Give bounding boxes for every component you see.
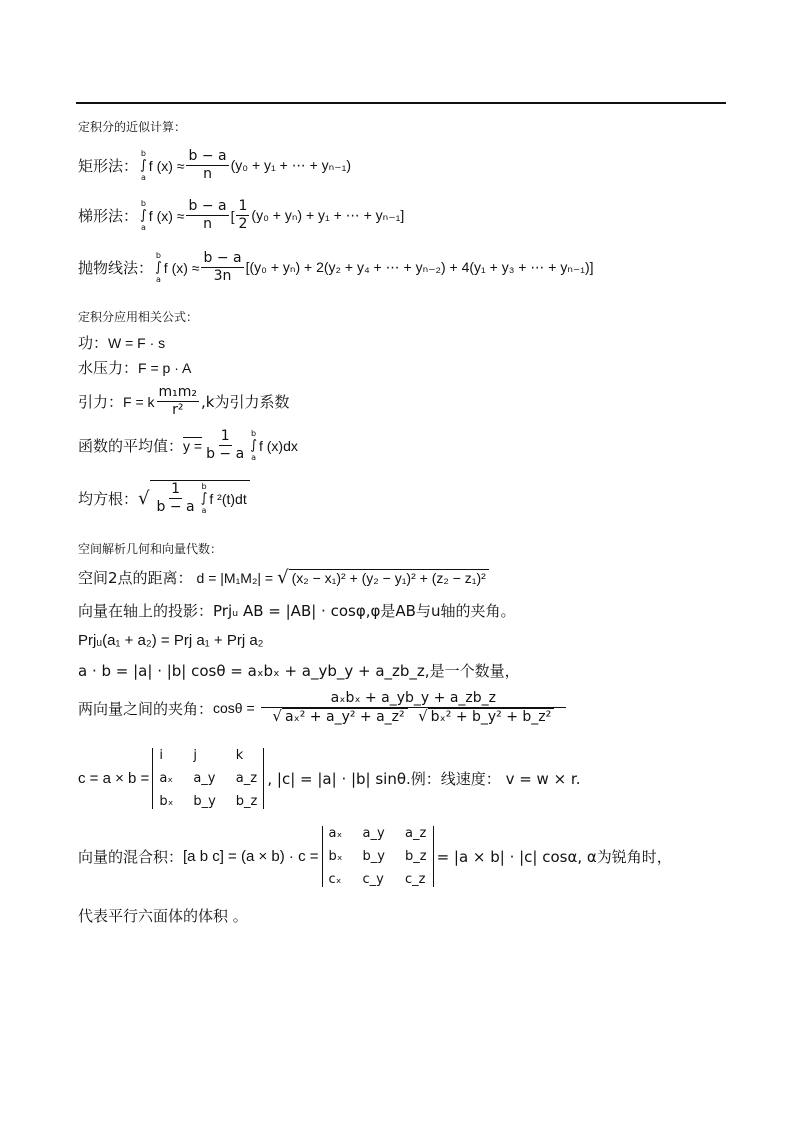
section-heading-vectors: 空间解析几何和向量代数： (78, 542, 223, 556)
formula-label: 抛物线法： (78, 259, 154, 277)
formula-trapezoid-method: 梯形法： b ∫ a f (x) ≈ $\frac{b - a}{n}$ [ $\frac{1}{2}$ (y₀ + yₙ) + y₁ + ⋯ + yₙ₋₁] (78, 198, 405, 232)
fraction: $\frac{\text{aₓbₓ + a\_yb\_y + a\_zb\_z}}{\text{√ aₓ² + a\_y² + a\_z² √ bₓ² + b\_y² + b\_z²}}$ (261, 690, 566, 726)
formula-mixed-product: 向量的混合积： [a b c] = (a × b) · c = aₓ a_y a_z bₓ b_y b_z cₓ c_y c_z = |a × b| · |c| cosα, α为锐角时， (78, 826, 672, 887)
integral-sign: b ∫ a (140, 148, 147, 182)
fraction: $\frac{b - a}{n}$ (188, 148, 227, 182)
formula-projection-sum: Prjᵤ(a₁ + a₂) = Prj a₁ + Prj a₂ (78, 632, 264, 649)
formula-label: 梯形法： (78, 207, 139, 225)
integral-sign: b ∫ a (200, 481, 208, 515)
square-root: (x₂ − x₁)² + (y₂ − y₁)² + (z₂ − z₁)² (289, 569, 489, 586)
formula-vector-angle: 两向量之间的夹角： cosθ = $\frac{\text{aₓbₓ + a\_yb\_y + a\_zb\_z}}{\text{√ aₓ² + a\_y² + a\_z² √ bₓ² + b\_y² + b\_z²}}$ (78, 690, 568, 726)
formula-mean-value: 函数的平均值： y = $\frac{1}{b - a}$ b ∫ a f (x)dx (78, 428, 298, 462)
fraction: $\frac{b - a}{3n}$ (203, 250, 242, 284)
denominator-roots: √ aₓ² + a_y² + a_z² √ bₓ² + b_y² + b_z² (270, 708, 556, 726)
integral-sign: b ∫ a (140, 198, 147, 232)
fraction: $\frac{1}{b - a}$ (206, 428, 245, 462)
formula-simpson-method: 抛物线法： b ∫ a f (x) ≈ $\frac{b - a}{3n}$ [(y₀ + yₙ) + 2(y₂ + y₄ + ⋯ + yₙ₋₂) + 4(y₁ + y₃ + ⋯ + yₙ₋₁)] (78, 250, 594, 284)
determinant-cross: i j k aₓ a_y a_z bₓ b_y b_z (152, 748, 264, 809)
integral-sign: b ∫ a (155, 250, 162, 284)
fraction: $\frac{1}{b - a}$ (156, 481, 195, 515)
formula-rms: 均方根： √ $\frac{1}{b - a}$ b ∫ a f ²(t)dt (78, 480, 250, 516)
formula-water-pressure: 水压力： F = p · A (78, 359, 192, 377)
section-heading-approximation: 定积分的近似计算： (78, 120, 187, 134)
fraction-half: $\frac{1}{2}$ (238, 198, 248, 232)
formula-projection: 向量在轴上的投影： Prjᵤ AB = |AB| · cosφ,φ是AB与u轴的夹角。 (78, 602, 516, 620)
integral-sign: b ∫ a (250, 428, 257, 462)
fraction: $\frac{\text{m₁m₂}}{\text{r²}}$ (158, 384, 198, 418)
formula-label: 矩形法： (78, 157, 139, 175)
formula-cross-product: c = a × b = i j k aₓ a_y a_z bₓ b_y b_z , |c| = |a| · |b| sinθ.例：线速度： v = w × r. (78, 748, 581, 809)
determinant-mixed: aₓ a_y a_z bₓ b_y b_z cₓ c_y c_z (322, 826, 434, 887)
formula-gravitation: 引力： F = k $\frac{\text{m₁m₂}}{\text{r²}}$ ,k为引力系数 (78, 384, 290, 418)
mixed-product-note: 代表平行六面体的体积 。 (78, 907, 248, 925)
formula-work: 功： W = F · s (78, 334, 166, 352)
formula-dot-product: a · b = |a| · |b| cosθ = aₓbₓ + a_yb_y + a_zb_z,是一个数量， (78, 662, 520, 680)
section-heading-applications: 定积分应用相关公式： (78, 310, 199, 324)
formula-rectangle-method: 矩形法： b ∫ a f (x) ≈ $\frac{b - a}{n}$ (y₀ + y₁ + ⋯ + yₙ₋₁) (78, 148, 352, 182)
square-root: $\frac{1}{b - a}$ b ∫ a f ²(t)dt (150, 480, 250, 516)
fraction: $\frac{b - a}{n}$ (188, 198, 227, 232)
formula-distance: 空间2点的距离： d = |M₁M₂| = √ (x₂ − x₁)² + (y₂ − y₁)² + (z₂ − z₁)² (78, 567, 489, 588)
top-rule (76, 102, 726, 104)
